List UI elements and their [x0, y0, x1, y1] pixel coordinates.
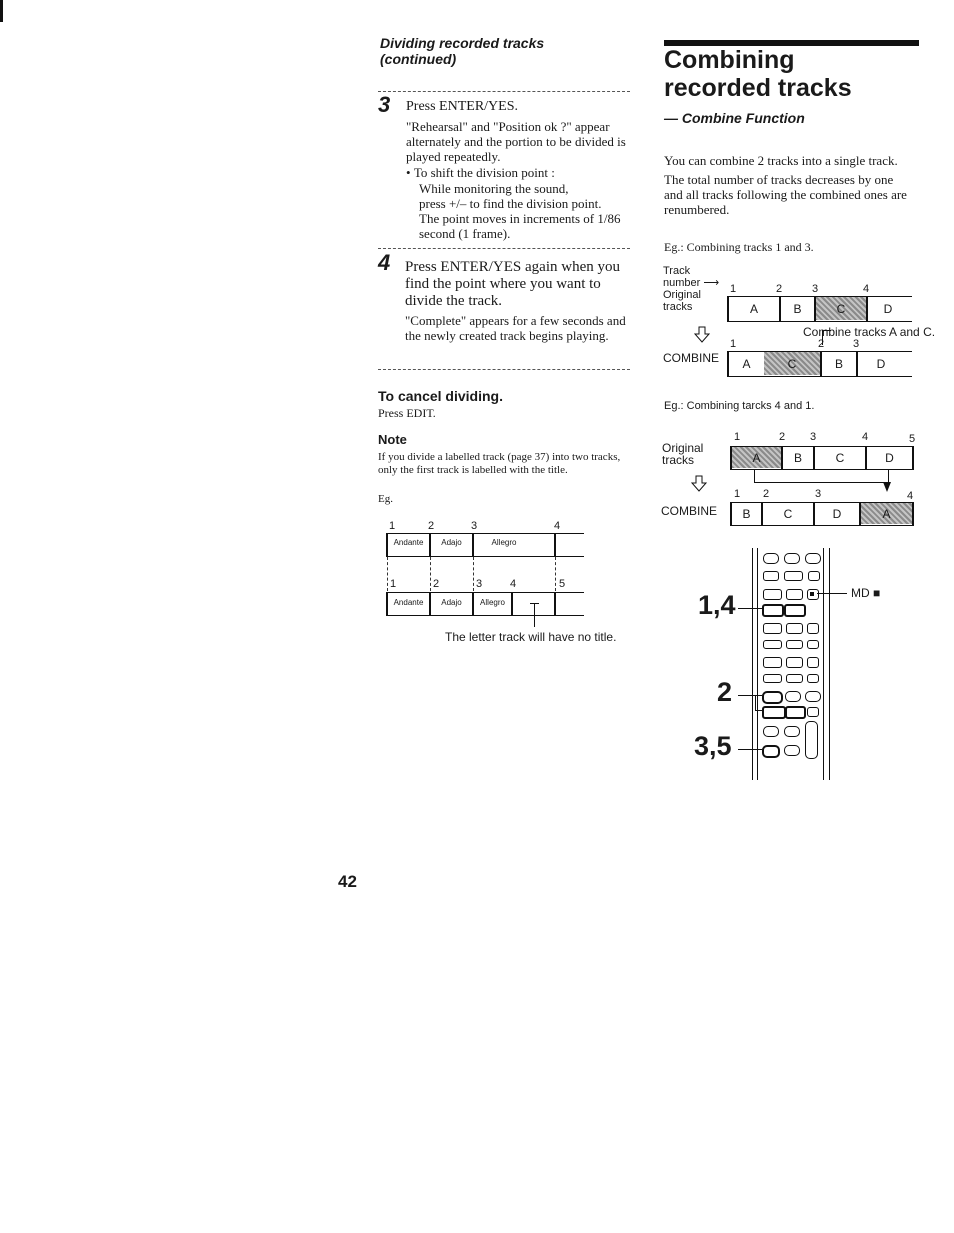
step-3-number: 3	[378, 92, 391, 117]
callout-line	[817, 593, 847, 594]
guide-line	[430, 557, 431, 591]
remote-body-edge	[757, 548, 758, 780]
arrow-down-icon	[690, 475, 708, 498]
stop-icon	[810, 592, 814, 596]
bullet-dot: •	[406, 165, 414, 180]
track-cell: Andante	[393, 598, 424, 607]
track-cell: Andante	[393, 538, 424, 547]
track-divider	[912, 446, 914, 469]
track-number: 4	[863, 283, 870, 295]
track-cell: B	[793, 302, 802, 316]
track-number: 1	[389, 520, 396, 532]
remote-button[interactable]	[784, 745, 800, 756]
step-4-number: 4	[378, 250, 391, 275]
track-cell: B	[834, 357, 843, 371]
row-label-track: Track	[663, 265, 691, 277]
arrow-down-head	[883, 482, 891, 492]
remote-button[interactable]	[763, 640, 782, 649]
track-number: 2	[428, 520, 435, 532]
step-3-bullet	[406, 165, 555, 180]
remote-button[interactable]	[807, 674, 819, 683]
track-cell: B	[793, 451, 802, 465]
track-cell: Allegro	[480, 598, 505, 607]
track-cell: C	[783, 507, 793, 521]
callout-line	[738, 749, 762, 750]
remote-button[interactable]	[784, 553, 800, 564]
callout-line	[755, 695, 756, 711]
remote-button[interactable]	[807, 657, 819, 668]
guide-line	[473, 557, 474, 591]
remote-button[interactable]	[807, 640, 819, 649]
remote-body-edge	[823, 548, 824, 780]
row-label	[663, 265, 719, 313]
callout-label: 3,5	[694, 731, 732, 761]
track-number: 2	[818, 338, 825, 350]
guide-line	[387, 557, 388, 591]
remote-button[interactable]	[763, 623, 782, 634]
page-title	[664, 46, 852, 102]
track-number: 5	[559, 578, 566, 590]
track-cell: D	[832, 507, 842, 521]
callout-line	[738, 695, 762, 696]
step-3-sub-line: second (1 frame).	[419, 226, 511, 241]
track-number: 2	[433, 578, 440, 590]
note-body: If you divide a labelled track (page 37) into two tracks, only the first track is labelled with the title.	[378, 451, 621, 476]
combine-label: COMBINE	[661, 504, 718, 518]
track-number: 1	[730, 338, 737, 350]
note-eg: Eg.	[378, 493, 393, 505]
track-number: 4	[554, 520, 561, 532]
track-number: 3	[810, 431, 817, 443]
step-3-sub	[419, 181, 639, 241]
example-caption: Eg.: Combining tracks 1 and 3.	[664, 240, 814, 254]
track-cell: B	[742, 507, 751, 521]
row-label-tracks: tracks	[662, 453, 695, 467]
track-number: 2	[776, 283, 783, 295]
track-cell: C	[787, 357, 797, 371]
intro-paragraph: The total number of tracks decreases by one and all tracks following the combined ones are renumbered.	[664, 172, 907, 217]
track-number: 2	[779, 431, 786, 443]
step-3-sub-line: While monitoring the sound,	[419, 181, 569, 196]
remote-button[interactable]	[763, 657, 782, 668]
section-header-line1: Dividing recorded tracks	[380, 35, 545, 51]
remote-plus-button[interactable]	[785, 706, 806, 719]
step-4-body: "Complete" appears for a few seconds and the newly created track begins playing.	[405, 313, 626, 343]
remote-button[interactable]	[785, 691, 801, 702]
remote-minus-button[interactable]	[763, 571, 779, 581]
track-cell: Adajo	[441, 538, 462, 547]
remote-button[interactable]	[805, 553, 821, 564]
track-number: 2	[763, 488, 770, 500]
row-label-original: Original	[663, 289, 701, 301]
move-bracket	[754, 470, 889, 483]
divider	[378, 91, 630, 92]
remote-button[interactable]	[807, 623, 819, 634]
track-number: 4	[510, 578, 517, 590]
step-3-bullet-text: To shift the division point :	[413, 165, 555, 180]
remote-button[interactable]	[763, 553, 779, 564]
cancel-heading: To cancel dividing.	[378, 388, 503, 404]
track-divider	[554, 592, 556, 615]
step-3-sub-line: The point moves in increments of 1/86	[419, 211, 621, 226]
callout-line	[738, 608, 762, 609]
track-number: 1	[730, 283, 737, 295]
remote-prev-button[interactable]	[762, 604, 784, 617]
page-title-line1: Combining	[664, 46, 795, 74]
step-3-title: Press ENTER/YES.	[406, 99, 518, 114]
guide-line	[555, 557, 556, 591]
track-number: 3	[815, 488, 822, 500]
step-3-body: "Rehearsal" and "Position ok ?" appear alternately and the portion to be divided is played repeatedly.	[406, 119, 626, 164]
arrow-down-icon	[693, 326, 711, 349]
divider	[378, 369, 630, 370]
track-number: 5	[909, 433, 916, 445]
arrow-right-icon: ⟶	[703, 277, 720, 289]
remote-button[interactable]	[763, 726, 779, 737]
cancel-body: Press EDIT.	[378, 406, 436, 420]
remote-button[interactable]	[805, 691, 821, 702]
step-3-sub-line: press +/– to find the division point.	[419, 196, 602, 211]
section-header	[380, 35, 544, 67]
track-cell: Allegro	[491, 538, 517, 547]
remote-button[interactable]	[786, 674, 803, 683]
track-cell: D	[883, 302, 893, 316]
page-edge-mark	[0, 0, 3, 22]
track-cell: A	[742, 357, 751, 371]
track-cell: C	[835, 451, 845, 465]
track-number: 3	[471, 520, 478, 532]
track-cell: D	[876, 357, 886, 371]
remote-body-edge	[752, 548, 753, 780]
row-label-original: Original	[662, 441, 704, 455]
callout-label: 2	[717, 677, 733, 707]
section-header-line2: (continued)	[380, 51, 457, 67]
track-cell: A	[752, 451, 761, 465]
remote-body-edge	[829, 548, 830, 780]
remote-button[interactable]	[808, 571, 820, 581]
track-divider	[554, 533, 556, 556]
track-number: 4	[907, 490, 914, 502]
divider	[378, 248, 630, 249]
track-number: 1	[734, 431, 741, 443]
remote-minus-button[interactable]	[762, 706, 786, 719]
combine-note: Combine tracks A and C.	[803, 325, 936, 339]
remote-volume-rocker[interactable]	[805, 721, 818, 759]
step-4-title: Press ENTER/YES again when you find the point where you want to divide the track.	[405, 259, 620, 309]
track-number: 3	[812, 283, 819, 295]
remote-button[interactable]	[786, 640, 803, 649]
example-caption: Eg.: Combining tarcks 4 and 1.	[664, 400, 815, 412]
remote-button[interactable]	[786, 657, 803, 668]
remote-button[interactable]	[763, 674, 782, 683]
track-divider	[511, 592, 513, 615]
callout-line	[755, 710, 762, 711]
remote-plus-button[interactable]	[784, 571, 803, 581]
callout-label: 1,4	[698, 590, 736, 620]
row-label-number: number ⟶	[663, 277, 720, 289]
diagram-caption: The letter track will have no title.	[445, 630, 617, 644]
track-number: 3	[853, 338, 860, 350]
track-cell: A	[882, 507, 891, 521]
track-cell: Adajo	[441, 598, 462, 607]
track-number: 4	[862, 431, 869, 443]
row-label	[662, 442, 703, 466]
md-stop-label: MD ■	[851, 586, 881, 600]
remote-button[interactable]	[786, 623, 803, 634]
remote-play-button[interactable]	[763, 589, 782, 600]
remote-edit-button[interactable]	[762, 691, 783, 704]
combine-label: COMBINE	[663, 351, 720, 365]
track-number: 1	[390, 578, 397, 590]
remote-button[interactable]	[784, 726, 800, 737]
intro-paragraph: You can combine 2 tracks into a single track.	[664, 153, 898, 168]
track-number: 3	[476, 578, 483, 590]
track-number: 1	[734, 488, 741, 500]
track-cell: A	[749, 302, 758, 316]
page-title-line2: recorded tracks	[664, 74, 852, 102]
row-label-tracks: tracks	[663, 301, 693, 313]
track-divider	[912, 502, 914, 525]
track-cell: C	[836, 302, 846, 316]
page-number: 42	[338, 872, 357, 891]
pointer-line	[534, 603, 535, 627]
page-subtitle: — Combine Function	[664, 110, 805, 126]
note-heading: Note	[378, 432, 407, 447]
remote-pause-button[interactable]	[786, 589, 803, 600]
remote-button[interactable]	[807, 707, 819, 717]
remote-next-button[interactable]	[784, 604, 806, 617]
pointer-tick	[530, 603, 539, 604]
remote-enter-button[interactable]	[762, 745, 780, 758]
track-cell: D	[885, 451, 894, 465]
